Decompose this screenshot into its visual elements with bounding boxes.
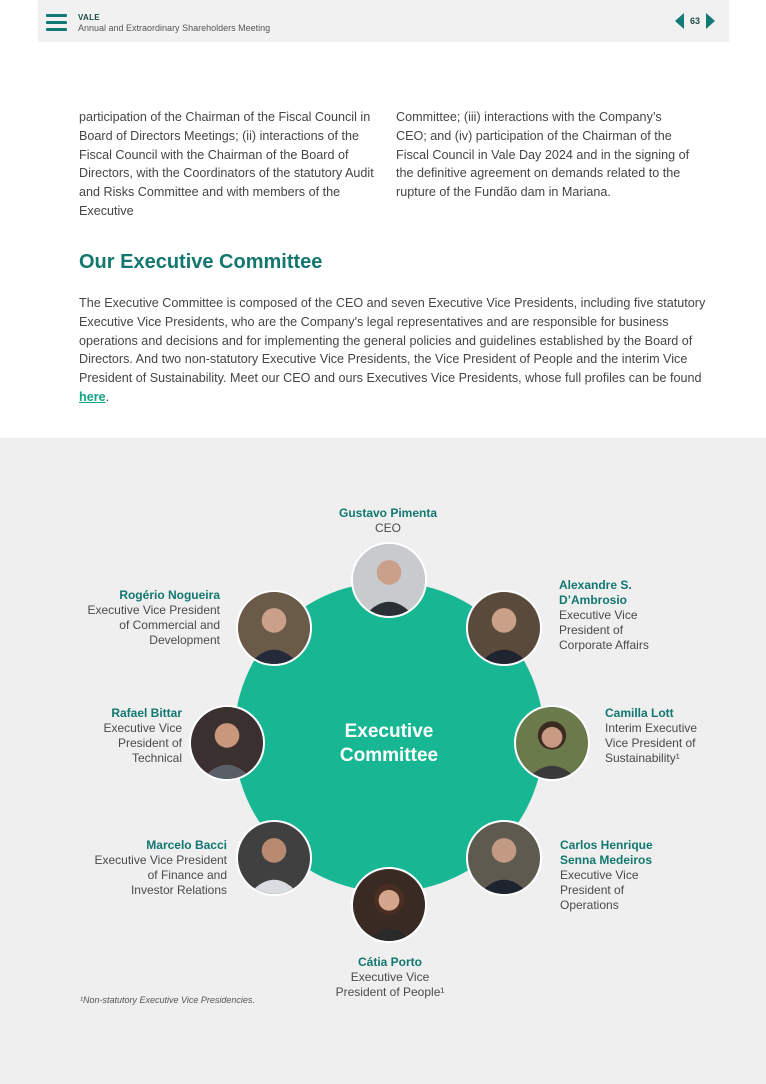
- member-alexandre-dambrosio: [559, 578, 699, 653]
- member-role: President of: [559, 623, 624, 637]
- section-title: Our Executive Committee: [79, 251, 323, 273]
- member-carlos-henrique-senna-medeiros: [560, 838, 700, 913]
- member-role: Executive Vice: [560, 868, 639, 882]
- committee-center-label: [309, 720, 469, 768]
- member-rafael-bittar: [42, 706, 182, 766]
- center-label-line2: Committee: [339, 745, 439, 766]
- member-role: CEO: [374, 521, 401, 535]
- member-role: Vice President of: [605, 736, 696, 750]
- member-name: Camilla Lott: [605, 706, 674, 720]
- previous-page-arrow-icon[interactable]: [675, 13, 684, 29]
- member-role: Executive Vice President: [87, 603, 220, 617]
- member-role: of Finance and: [147, 868, 227, 882]
- next-page-arrow-icon[interactable]: [706, 13, 715, 29]
- portrait-catia-porto: [351, 867, 427, 943]
- portrait-alexandre-dambrosio: [466, 590, 542, 666]
- here-link[interactable]: here: [79, 389, 106, 404]
- member-name: D’Ambrosio: [559, 593, 628, 607]
- brand-name: VALE: [78, 13, 100, 22]
- portrait-marcelo-bacci: [236, 820, 312, 896]
- member-catia-porto: [315, 955, 465, 1000]
- member-role: Investor Relations: [130, 883, 227, 897]
- member-gustavo-pimenta: [318, 506, 458, 536]
- intro-end: .: [105, 389, 110, 404]
- member-role: Corporate Affairs: [559, 638, 649, 652]
- member-name: Rafael Bittar: [111, 706, 182, 720]
- member-name: Alexandre S.: [559, 578, 632, 592]
- member-role: Development: [149, 633, 220, 647]
- top-header-bar: [38, 0, 729, 42]
- member-name: Cátia Porto: [357, 955, 422, 969]
- member-rogerio-nogueira: [70, 588, 220, 648]
- member-role: President of People¹: [335, 985, 445, 999]
- portrait-carlos-henrique-senna-medeiros: [466, 820, 542, 896]
- portrait-camilla-lott: [514, 705, 590, 781]
- member-role: Executive Vice: [559, 608, 638, 622]
- intro-paragraph: [79, 294, 719, 407]
- member-role: President of: [560, 883, 625, 897]
- body-text-right-column: Committee; (iii) interactions with the Company’s CEO; and (iv) participation of the Chairman of the Fiscal Council in Vale Day 2024 and in the signing of the definitive agreement on demands related to the rupture of the Fundão dam in Mariana.: [396, 110, 690, 200]
- member-role: Interim Executive: [605, 721, 698, 735]
- member-name: Rogério Nogueira: [119, 588, 220, 602]
- portrait-gustavo-pimenta: [351, 542, 427, 618]
- member-name: Marcelo Bacci: [146, 838, 227, 852]
- member-role: Sustainability¹: [605, 751, 680, 765]
- body-text-left-column: participation of the Chairman of the Fiscal Council in Board of Directors Meetings; (ii) interactions of the Fiscal Council with the Chairman of the Board of Directors, with the Coordinators of the statutory Audit and Risks Committee and with members of the Executive: [79, 110, 374, 218]
- member-role: Operations: [560, 898, 619, 912]
- member-marcelo-bacci: [77, 838, 227, 898]
- page-number: 63: [689, 16, 700, 26]
- member-role: Executive Vice: [350, 970, 430, 984]
- member-role: Technical: [131, 751, 182, 765]
- portrait-rafael-bittar: [189, 705, 265, 781]
- member-role: of Commercial and: [119, 618, 220, 632]
- member-role: Executive Vice: [103, 721, 182, 735]
- portrait-rogerio-nogueira: [236, 590, 312, 666]
- page-navigation: [675, 13, 715, 29]
- document-subtitle: Annual and Extraordinary Shareholders Meeting: [78, 23, 271, 33]
- footnote: ¹Non-statutory Executive Vice Presidencies.: [80, 995, 255, 1005]
- member-name: Gustavo Pimenta: [338, 506, 438, 520]
- intro-text: The Executive Committee is composed of the CEO and seven Executive Vice Presidents, including five statutory Executive Vice Presidents, who are the Company's legal representatives and are responsible for business operations and decisions and for implementing the general policies and guidelines established by the Board of Directors. And two non-statutory Executive Vice Presidents, the Vice President of People and the interim Vice President of Sustainability. Meet our CEO and ours Executives Vice Presidents, whose full profiles can be found: [79, 296, 706, 386]
- center-label-line1: Executive: [344, 721, 434, 742]
- member-name: Senna Medeiros: [560, 853, 653, 867]
- member-role: President of: [117, 736, 182, 750]
- member-camilla-lott: [605, 706, 745, 766]
- member-name: Carlos Henrique: [560, 838, 653, 852]
- hamburger-menu-icon[interactable]: [46, 14, 67, 31]
- member-role: Executive Vice President: [94, 853, 227, 867]
